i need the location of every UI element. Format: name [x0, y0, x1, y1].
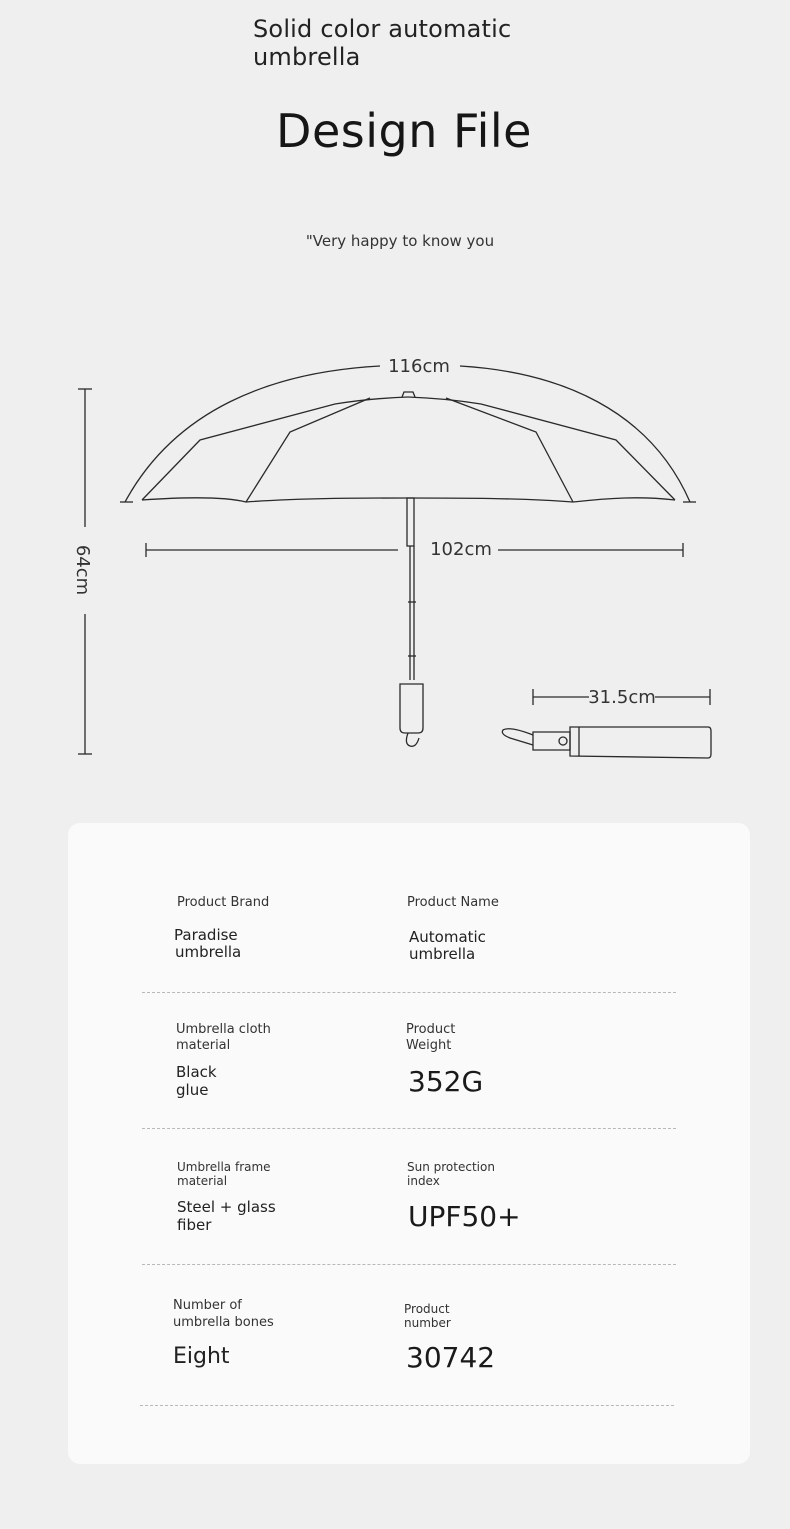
spec-label-sun-line2: index: [407, 1174, 440, 1188]
spec-value-cloth-line1: Black: [176, 1063, 217, 1081]
row-divider: [142, 1264, 676, 1265]
spec-label-cloth-line1: Umbrella cloth: [176, 1022, 271, 1037]
spec-value-brand-line1: Paradise: [174, 926, 238, 944]
folded-length-label: 31.5cm: [588, 687, 656, 708]
spec-value-frame-line2: fiber: [177, 1216, 212, 1234]
spec-label-cloth-line2: material: [176, 1038, 231, 1053]
spec-label-frame-line2: material: [177, 1174, 228, 1188]
product-subtitle-line-2: umbrella: [253, 43, 361, 71]
product-subtitle-line-1: Solid color automatic: [253, 15, 512, 43]
canopy-arc-label: 116cm: [388, 356, 450, 377]
spec-label-weight-line1: Product: [406, 1022, 456, 1037]
spec-value-sun: UPF50+: [408, 1200, 521, 1233]
spec-value-weight: 352G: [408, 1065, 484, 1098]
row-divider: [142, 1128, 676, 1129]
spec-label-bones-line2: umbrella bones: [173, 1315, 274, 1330]
spec-label-frame-line1: Umbrella frame: [177, 1160, 271, 1174]
page-title: Design File: [276, 104, 532, 158]
spec-label-name: Product Name: [407, 895, 499, 910]
spec-label-number-line2: number: [404, 1316, 451, 1330]
spec-value-brand-line2: umbrella: [175, 943, 242, 961]
spec-label-sun-line1: Sun protection: [407, 1160, 495, 1174]
spec-value-name-line1: Automatic: [409, 928, 486, 946]
umbrella-dimension-diagram: [0, 300, 790, 780]
spec-label-bones-line1: Number of: [173, 1298, 242, 1313]
spec-value-frame-line1: Steel + glass: [177, 1198, 276, 1216]
folded-umbrella-icon: [502, 727, 711, 758]
spec-value-number: 30742: [406, 1341, 496, 1374]
spec-value-bones: Eight: [173, 1344, 230, 1369]
spec-value-name-line2: umbrella: [409, 945, 476, 963]
open-height-label: 64cm: [72, 544, 93, 596]
spec-label-number-line1: Product: [404, 1302, 450, 1316]
row-divider: [140, 1405, 674, 1406]
canopy-width-label: 102cm: [430, 539, 492, 560]
spec-label-weight-line2: Weight: [406, 1038, 452, 1053]
spec-label-brand: Product Brand: [177, 895, 270, 910]
canopy-arc-dimension: [120, 366, 696, 502]
row-divider: [142, 992, 676, 993]
spec-value-cloth-line2: glue: [176, 1081, 209, 1099]
tagline: "Very happy to know you: [305, 232, 495, 250]
